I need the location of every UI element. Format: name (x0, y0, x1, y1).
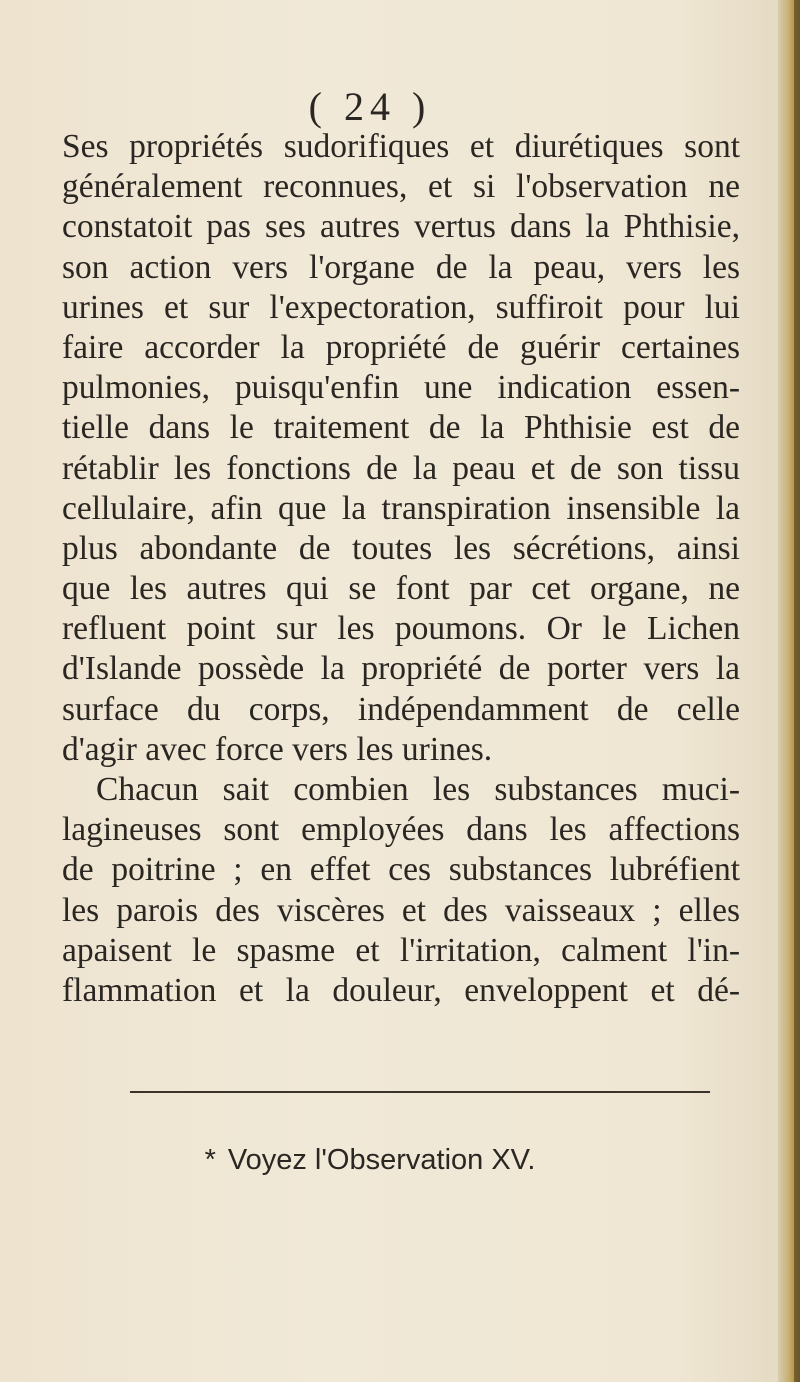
text-line: surface du corps, indépendamment de celle (62, 690, 740, 728)
text-line: constatoit pas ses autres vertus dans la Phthisie, (62, 208, 740, 246)
text-line: pulmonies, puisqu'enfin une indication essen- (62, 369, 740, 407)
text-line: apaisent le spasme et l'irritation, calment l'in- (62, 931, 740, 969)
text-line: cellulaire, afin que la transpiration insensible la (62, 489, 740, 527)
text-line: rétablir les fonctions de la peau et de son tissu (62, 449, 740, 487)
text-line: d'Islande possède la propriété de porter vers la (62, 650, 740, 688)
text-line: refluent point sur les poumons. Or le Lichen (62, 610, 740, 648)
text-line: généralement reconnues, et si l'observation ne (62, 168, 740, 206)
text-line: les parois des viscères et des vaisseaux ; elles (62, 891, 740, 929)
text-line: faire accorder la propriété de guérir certaines (62, 328, 740, 366)
text-line: que les autres qui se font par cet organe, ne (62, 570, 740, 608)
footnote (0, 1142, 740, 1178)
text-line: d'agir avec force vers les urines. (62, 730, 493, 768)
text-line: Ses propriétés sudorifiques et diurétiques sont (62, 128, 740, 165)
footnote-text: Voyez l'Observation XV. (227, 1144, 536, 1176)
text-line: lagineuses sont employées dans les affections (62, 811, 740, 849)
text-line: de poitrine ; en effet ces substances lubréfient (62, 851, 740, 889)
text-line: tielle dans le traitement de la Phthisie est de (62, 409, 740, 447)
text-line: flammation et la douleur, enveloppent et dé- (62, 971, 740, 1009)
text-line: son action vers l'organe de la peau, vers les (62, 248, 740, 286)
text-line: Chacun sait combien les substances muci- (96, 771, 740, 808)
footnote-marker: * (204, 1144, 216, 1176)
page-edge-shadow (794, 0, 800, 1382)
body-text (62, 127, 740, 1011)
text-line: plus abondante de toutes les sécrétions, ainsi (62, 529, 740, 567)
text-line: urines et sur l'expectoration, suffiroit pour lui (62, 288, 740, 326)
footnote-rule (130, 1091, 710, 1093)
page-number: ( 24 ) (308, 84, 432, 129)
